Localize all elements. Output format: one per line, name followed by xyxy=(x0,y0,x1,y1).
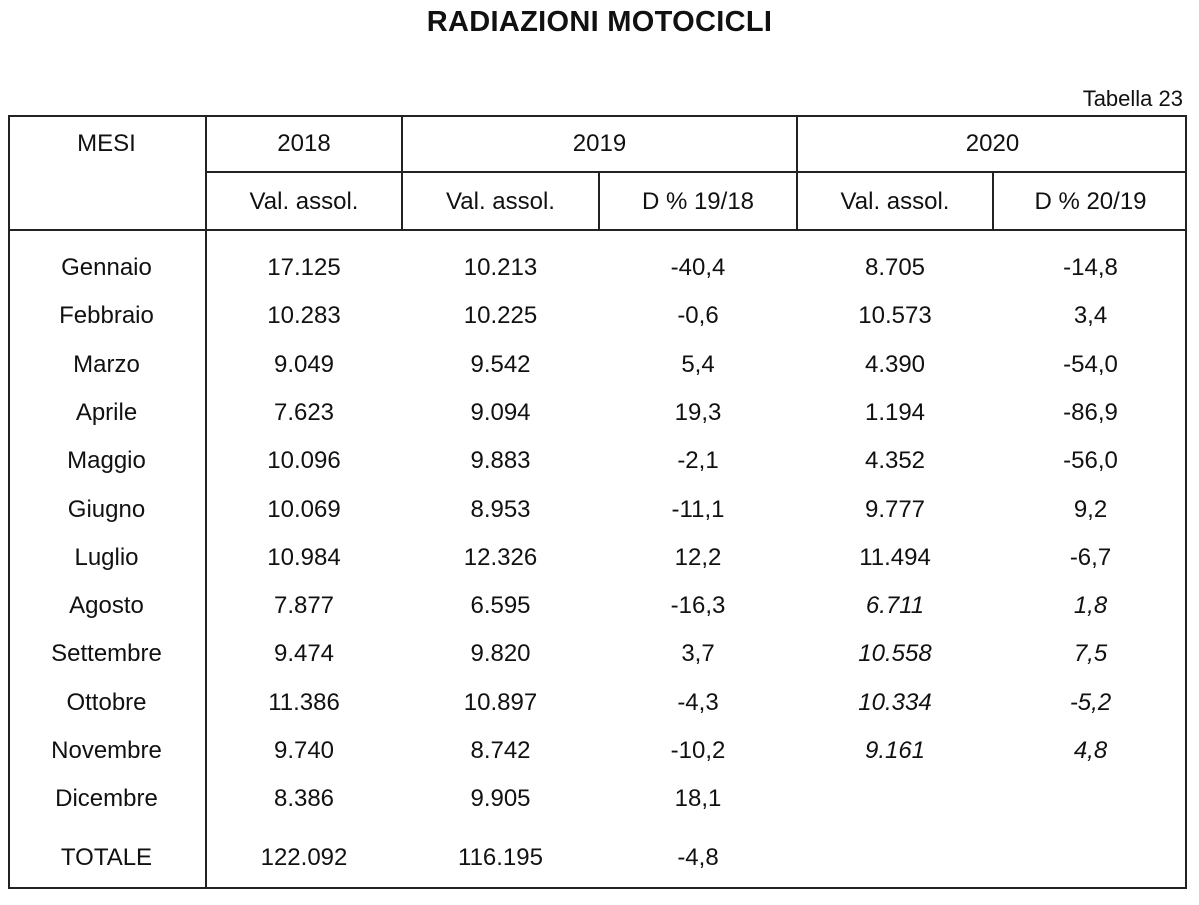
row-value-2020: 10.558 xyxy=(858,640,932,667)
row-value-2019: 9.905 xyxy=(470,785,531,812)
row-delta-19-18: -0,6 xyxy=(677,302,719,329)
row-delta-20-19: -6,7 xyxy=(1069,544,1112,571)
row-delta-19-18: 18,1 xyxy=(674,785,722,812)
page-title: RADIAZIONI MOTOCICLI xyxy=(426,6,773,38)
table-number: Tabella 23 xyxy=(1082,86,1183,111)
row-value-2019: 10.897 xyxy=(463,689,538,716)
row-value-2018: 10.096 xyxy=(267,447,341,474)
header-year-2020: 2020 xyxy=(965,130,1020,157)
row-value-2020: 4.390 xyxy=(864,351,926,378)
row-value-2019: 10.225 xyxy=(463,302,538,329)
header-delta-19-18: D % 19/18 xyxy=(641,188,755,215)
row-value-2020: 1.194 xyxy=(864,399,926,426)
row-value-2018: 10.283 xyxy=(267,302,341,329)
row-delta-19-18: -40,4 xyxy=(670,254,726,281)
header-divider xyxy=(205,171,1187,173)
row-month: Ottobre xyxy=(66,689,147,716)
row-delta-19-18: 5,4 xyxy=(681,351,715,378)
row-value-2020: 9.777 xyxy=(864,496,926,523)
row-delta-20-19: 1,8 xyxy=(1073,592,1108,619)
row-value-2020: 4.352 xyxy=(864,447,926,474)
row-value-2019: 9.820 xyxy=(470,640,531,667)
header-year-2019: 2019 xyxy=(572,130,627,157)
row-delta-20-19: -86,9 xyxy=(1063,399,1118,426)
row-delta-20-19: -56,0 xyxy=(1063,447,1118,474)
header-val-2018: Val. assol. xyxy=(249,188,359,215)
row-month: Marzo xyxy=(73,351,140,378)
row-delta-20-19: 4,8 xyxy=(1073,737,1108,764)
row-value-2020: 10.334 xyxy=(858,689,932,716)
row-value-2020: 11.494 xyxy=(859,544,931,571)
row-value-2019: 8.742 xyxy=(470,737,531,764)
row-month: Settembre xyxy=(51,640,162,667)
row-value-2020: 6.711 xyxy=(865,592,925,619)
header-val-2020: Val. assol. xyxy=(840,188,950,215)
row-value-2018: 11.386 xyxy=(268,689,340,716)
row-value-2020: 9.161 xyxy=(864,737,926,764)
row-month: Dicembre xyxy=(55,785,158,812)
row-delta-20-19: -54,0 xyxy=(1063,351,1118,378)
row-delta-19-18: -11,1 xyxy=(671,496,725,523)
row-delta-20-19: 9,2 xyxy=(1073,496,1108,523)
row-value-2018: 10.984 xyxy=(267,544,341,571)
row-delta-20-19: -14,8 xyxy=(1063,254,1118,281)
header-year-2018: 2018 xyxy=(277,130,331,157)
row-value-2019: 9.094 xyxy=(470,399,531,426)
row-delta-19-18: 12,2 xyxy=(674,544,722,571)
row-value-2018: 9.049 xyxy=(273,351,335,378)
row-month: Agosto xyxy=(69,592,144,619)
row-delta-20-19: 3,4 xyxy=(1073,302,1108,329)
header-bottom-border xyxy=(8,229,1187,231)
row-month: Maggio xyxy=(67,447,146,474)
row-value-2019: 9.542 xyxy=(470,351,531,378)
total-2019: 116.195 xyxy=(458,844,543,871)
row-month: Novembre xyxy=(51,737,162,764)
total-label: TOTALE xyxy=(60,844,153,871)
row-delta-19-18: -16,3 xyxy=(670,592,726,619)
row-delta-19-18: -10,2 xyxy=(670,737,726,764)
row-value-2018: 8.386 xyxy=(273,785,335,812)
header-months: MESI xyxy=(77,130,136,157)
row-value-2019: 9.883 xyxy=(470,447,531,474)
row-delta-19-18: -2,1 xyxy=(677,447,719,474)
total-delta-19-18: -4,8 xyxy=(677,844,719,871)
row-delta-20-19: 7,5 xyxy=(1073,640,1108,667)
row-month: Gennaio xyxy=(61,254,152,281)
row-delta-20-19: -5,2 xyxy=(1069,689,1112,716)
row-value-2018: 9.740 xyxy=(273,737,335,764)
row-value-2019: 8.953 xyxy=(470,496,531,523)
row-month: Febbraio xyxy=(59,302,154,329)
row-value-2020: 10.573 xyxy=(858,302,932,329)
row-delta-19-18: 19,3 xyxy=(674,399,722,426)
row-value-2018: 10.069 xyxy=(267,496,341,523)
header-delta-20-19: D % 20/19 xyxy=(1034,188,1147,215)
row-month: Luglio xyxy=(74,544,139,571)
header-val-2019: Val. assol. xyxy=(446,188,555,215)
row-value-2018: 7.623 xyxy=(273,399,335,426)
total-2018: 122.092 xyxy=(260,844,348,871)
row-month: Aprile xyxy=(75,399,138,426)
row-value-2019: 10.213 xyxy=(463,254,538,281)
row-value-2018: 7.877 xyxy=(273,592,335,619)
row-delta-19-18: -4,3 xyxy=(677,689,719,716)
row-value-2019: 6.595 xyxy=(470,592,531,619)
row-value-2020: 8.705 xyxy=(864,254,926,281)
row-value-2018: 17.125 xyxy=(267,254,341,281)
row-value-2019: 12.326 xyxy=(463,544,538,571)
row-month: Giugno xyxy=(67,496,146,523)
row-delta-19-18: 3,7 xyxy=(681,640,715,667)
row-value-2018: 9.474 xyxy=(273,640,335,667)
